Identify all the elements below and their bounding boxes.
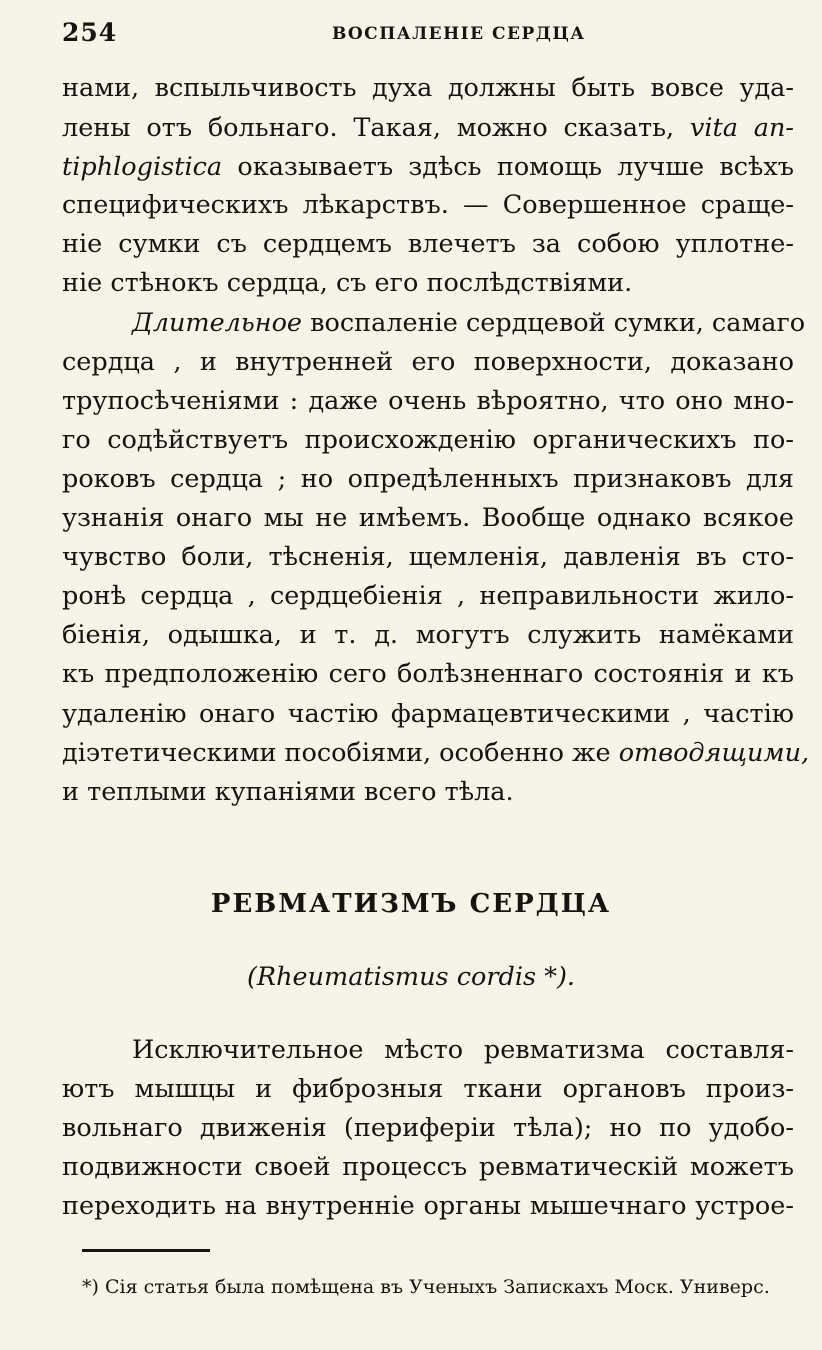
section-title: РЕВМАТИЗМЪ СЕРДЦА	[210, 889, 612, 919]
footnote-text: Сія статья была помѣщена въ Ученыхъ Запискахъ Моск. Универс.	[104, 1276, 770, 1298]
text-line: роковъ сердца ; но опредѣленныхъ признаковъ для	[62, 464, 794, 494]
emphasis-word: отводящими,	[618, 738, 810, 768]
text-line: переходить на внутренніе органы мышечнаго устрое-	[62, 1191, 794, 1221]
latin-term: tiphlogistica	[62, 152, 223, 182]
text-span: оказываетъ здѣсь помощь лучше всѣхъ	[237, 152, 795, 182]
text-line: біенія, одышка, и т. д. могутъ служить намёками	[62, 620, 794, 650]
section-subtitle: (Rheumatismus cordis *).	[246, 962, 576, 992]
footnote	[82, 1276, 802, 1298]
text-line: чувство боли, тѣсненія, щемленія, давленія въ сто-	[62, 542, 794, 572]
text-line: подвижности своей процессъ ревматическій можетъ	[62, 1152, 794, 1182]
text-line: нами, вспыльчивость духа должны быть вовсе уда-	[62, 73, 794, 103]
text-span: лены отъ больнаго. Такая, можно сказать,	[62, 113, 675, 143]
text-line	[62, 149, 794, 185]
text-span: воспаленіе сердцевой сумки, самаго	[310, 308, 806, 338]
emphasis-word: Длительное	[132, 308, 303, 338]
page-header	[62, 14, 792, 50]
text-span: діэтетическими пособіями, особенно же	[62, 738, 611, 768]
footnote-divider	[82, 1249, 210, 1252]
text-line: сердца , и внутренней его поверхности, доказано	[62, 347, 794, 377]
text-line: узнанія онаго мы не имѣемъ. Вообще однако всякое	[62, 503, 794, 533]
text-line: къ предположенію сего болѣзненнаго состоянія и къ	[62, 659, 794, 689]
text-line: ютъ мышцы и фиброзныя ткани органовъ произ-	[62, 1074, 794, 1104]
text-line	[62, 735, 810, 771]
running-title: ВОСПАЛЕНІЕ СЕРДЦА	[332, 24, 586, 44]
footnote-mark: *)	[82, 1276, 99, 1298]
text-line: и теплыми купаніями всего тѣла.	[62, 777, 514, 807]
text-line: го содѣйствуетъ происхожденію органическихъ по-	[62, 425, 794, 455]
text-line: ніе сумки съ сердцемъ влечетъ за собою уплотне-	[62, 229, 794, 259]
text-line: Исключительное мѣсто ревматизма составля-	[132, 1035, 794, 1065]
text-line: ніе стѣнокъ сердца, съ его послѣдствіями.	[62, 268, 633, 298]
text-line: специфическихъ лѣкарствъ. — Совершенное сраще-	[62, 190, 794, 220]
page-number: 254	[62, 18, 118, 47]
text-line: ронѣ сердца , сердцебіенія , неправильности жило-	[62, 581, 794, 611]
text-line: трупосѣченіями : даже очень вѣроятно, что оно мно-	[62, 386, 794, 416]
text-line: вольнаго движенія (периферіи тѣла); но по удобо-	[62, 1113, 794, 1143]
text-line	[62, 110, 794, 146]
latin-term: vita an-	[689, 113, 794, 143]
text-line	[62, 305, 806, 341]
text-line: удаленію онаго частію фармацевтическими , частію	[62, 699, 794, 729]
